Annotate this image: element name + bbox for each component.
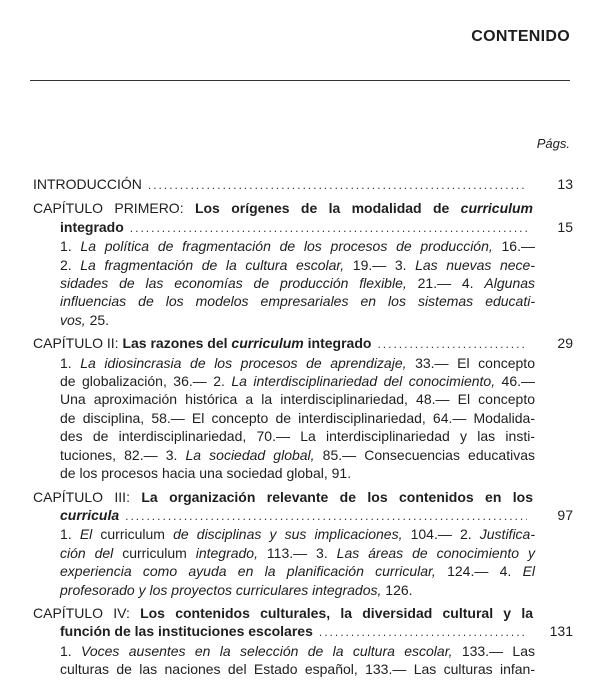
text-segment: 1. xyxy=(60,354,81,371)
chapter-title xyxy=(33,488,533,506)
header-rule xyxy=(30,80,570,81)
chapter-title xyxy=(33,334,371,352)
page-number: 97 xyxy=(557,506,573,523)
text-segment: 33.— El concepto xyxy=(406,354,535,371)
chapter-title xyxy=(33,199,533,217)
chapter-title xyxy=(60,218,124,236)
text-segment: La política de fragmentación de los procesos de producción, xyxy=(80,238,493,255)
text-segment: 124.— 4. xyxy=(435,563,523,580)
text-segment: influencias de los modelos empresariales en los sistemas educati- xyxy=(60,293,535,310)
text-segment: Algunas xyxy=(484,275,536,292)
section-list xyxy=(60,237,535,255)
section-list xyxy=(60,562,535,580)
pages-column-label: Págs. xyxy=(536,136,570,151)
section-list xyxy=(60,446,535,464)
text-segment: vos, xyxy=(60,311,86,328)
text-segment: 104.— 2. xyxy=(402,526,480,543)
toc-description-line xyxy=(33,409,573,427)
section-list xyxy=(60,427,535,445)
section-list xyxy=(60,274,535,292)
section-list xyxy=(60,544,535,562)
text-segment: Las áreas de conocimiento y xyxy=(336,544,535,561)
text-segment: 16.— xyxy=(492,238,535,255)
toc-description-line xyxy=(33,256,573,274)
text-segment: La organización relevante de los contenidos en los xyxy=(141,488,533,505)
text-segment: 25. xyxy=(85,311,110,328)
toc-description-line xyxy=(33,544,573,562)
text-segment: 133.— Las xyxy=(452,642,535,659)
toc-description-line xyxy=(33,660,573,678)
toc-description-line xyxy=(33,354,573,372)
text-segment: La sociedad global, xyxy=(185,446,315,463)
text-segment: culturas de las naciones del Estado español, 133.— Las culturas infan- xyxy=(60,661,535,678)
section-list xyxy=(60,409,535,427)
section-list xyxy=(60,311,535,329)
toc-description-line xyxy=(33,464,573,482)
page-number: 29 xyxy=(557,335,573,352)
text-segment: 21.— 4. xyxy=(406,275,485,292)
toc-entry[interactable] xyxy=(33,488,573,599)
text-segment: integrado xyxy=(60,218,124,235)
chapter-title xyxy=(60,622,313,640)
dot-leader xyxy=(377,335,527,353)
text-segment: CAPÍTULO II: xyxy=(33,335,123,352)
text-segment: Los orígenes de la modalidad de xyxy=(194,200,461,217)
text-segment: INTRODUCCIÓN xyxy=(33,176,142,192)
toc-heading-line xyxy=(33,175,573,194)
toc-heading-line xyxy=(33,218,573,237)
text-segment: La idiosincrasia de los procesos de aprendizaje, xyxy=(80,354,407,371)
text-segment: experiencia como ayuda en la planificación curricular, xyxy=(60,563,436,580)
toc-heading-line xyxy=(33,334,573,353)
toc-description-line xyxy=(33,390,573,408)
text-segment: curriculum xyxy=(460,200,534,217)
toc-description-line xyxy=(33,581,573,599)
toc-heading-line xyxy=(33,622,573,641)
toc-description-line xyxy=(33,642,573,660)
page-number: 13 xyxy=(557,176,573,192)
toc-entry[interactable] xyxy=(33,334,573,482)
toc-description-line xyxy=(33,311,573,329)
text-segment: CAPÍTULO III: xyxy=(33,488,142,505)
dot-leader xyxy=(125,507,527,525)
text-segment: 126. xyxy=(381,581,413,598)
text-segment: ción del xyxy=(60,544,123,561)
toc-description-line xyxy=(33,274,573,292)
section-list xyxy=(60,292,535,310)
text-segment: de disciplinas y sus implicaciones, xyxy=(173,526,403,543)
toc-heading-line xyxy=(33,604,573,622)
chapter-title xyxy=(60,506,119,524)
text-segment: de disciplina, 58.— El concepto de interdisciplinariedad, 64.— Modalida- xyxy=(60,409,535,426)
text-segment: curricula xyxy=(60,506,120,523)
text-segment: 113.— 3. xyxy=(258,544,337,561)
text-segment: Los contenidos culturales, la diversidad cultural y la xyxy=(140,604,534,621)
text-segment: Justifica- xyxy=(479,526,535,543)
text-segment: La interdisciplinariedad del conocimiento, xyxy=(231,373,496,390)
toc-heading-line xyxy=(33,488,573,506)
text-segment: Voces ausentes en la selección de la cultura escolar, xyxy=(81,642,453,659)
toc-description-line xyxy=(33,562,573,580)
section-list xyxy=(60,354,535,372)
text-segment: 1. xyxy=(60,642,82,659)
dot-leader xyxy=(130,219,527,237)
toc-entry[interactable] xyxy=(33,199,573,329)
text-segment: curriculum xyxy=(100,526,174,543)
text-segment: La fragmentación de la cultura escolar, xyxy=(80,256,345,273)
section-list xyxy=(60,464,535,482)
text-segment: Las razones del xyxy=(122,335,232,352)
text-segment: El xyxy=(522,563,536,580)
text-segment: des de interdisciplinariedad, 70.— La interdisciplinariedad y las insti- xyxy=(60,428,535,445)
text-segment: CAPÍTULO PRIMERO: xyxy=(33,200,195,217)
section-list xyxy=(60,642,535,660)
text-segment: Las nuevas nece- xyxy=(415,256,535,273)
dot-leader xyxy=(148,176,527,194)
page-number: 15 xyxy=(557,218,573,235)
text-segment: curriculum xyxy=(231,335,304,352)
text-segment: integrado, xyxy=(195,544,258,561)
toc-description-line xyxy=(33,525,573,543)
toc-description-line xyxy=(33,292,573,310)
section-list xyxy=(60,256,535,274)
toc-description-line xyxy=(33,427,573,445)
dot-leader xyxy=(319,623,527,641)
section-list xyxy=(60,372,535,390)
section-list xyxy=(60,581,535,599)
text-segment: función de las instituciones escolares xyxy=(60,623,313,640)
text-segment: curriculum xyxy=(122,544,196,561)
toc-description-line xyxy=(33,446,573,464)
section-list xyxy=(60,660,535,678)
text-segment: 1. xyxy=(60,526,80,543)
text-segment: tuciones, 82.— 3. xyxy=(60,446,186,463)
page-number: 131 xyxy=(549,623,573,640)
page-title: CONTENIDO xyxy=(471,28,570,45)
toc-heading-line xyxy=(33,199,573,217)
text-segment: CAPÍTULO IV: xyxy=(33,604,141,621)
text-segment: de globalización, 36.— 2. xyxy=(60,373,232,390)
chapter-title xyxy=(33,604,533,622)
text-segment: integrado xyxy=(303,335,372,352)
text-segment: 19.— 3. xyxy=(344,256,416,273)
chapter-title xyxy=(33,175,142,193)
text-segment: 85.— Consecuencias educativas xyxy=(314,446,535,463)
toc-description-line xyxy=(33,372,573,390)
table-of-contents xyxy=(33,175,573,679)
section-list xyxy=(60,390,535,408)
toc-entry[interactable] xyxy=(33,175,573,194)
text-segment: Una aproximación histórica a la interdisciplinariedad, 48.— El concepto xyxy=(60,391,535,408)
text-segment: 2. xyxy=(60,256,81,273)
text-segment: 1. xyxy=(60,238,81,255)
text-segment: 46.— xyxy=(495,373,536,390)
text-segment: El xyxy=(79,526,101,543)
text-segment: de los procesos hacia una sociedad global, 91. xyxy=(60,465,352,482)
toc-entry[interactable] xyxy=(33,604,573,679)
text-segment: profesorado y los proyectos curriculares integrados, xyxy=(60,581,382,598)
text-segment: sidades de las economías de producción flexible, xyxy=(60,275,407,292)
toc-description-line xyxy=(33,237,573,255)
toc-heading-line xyxy=(33,506,573,525)
section-list xyxy=(60,525,535,543)
